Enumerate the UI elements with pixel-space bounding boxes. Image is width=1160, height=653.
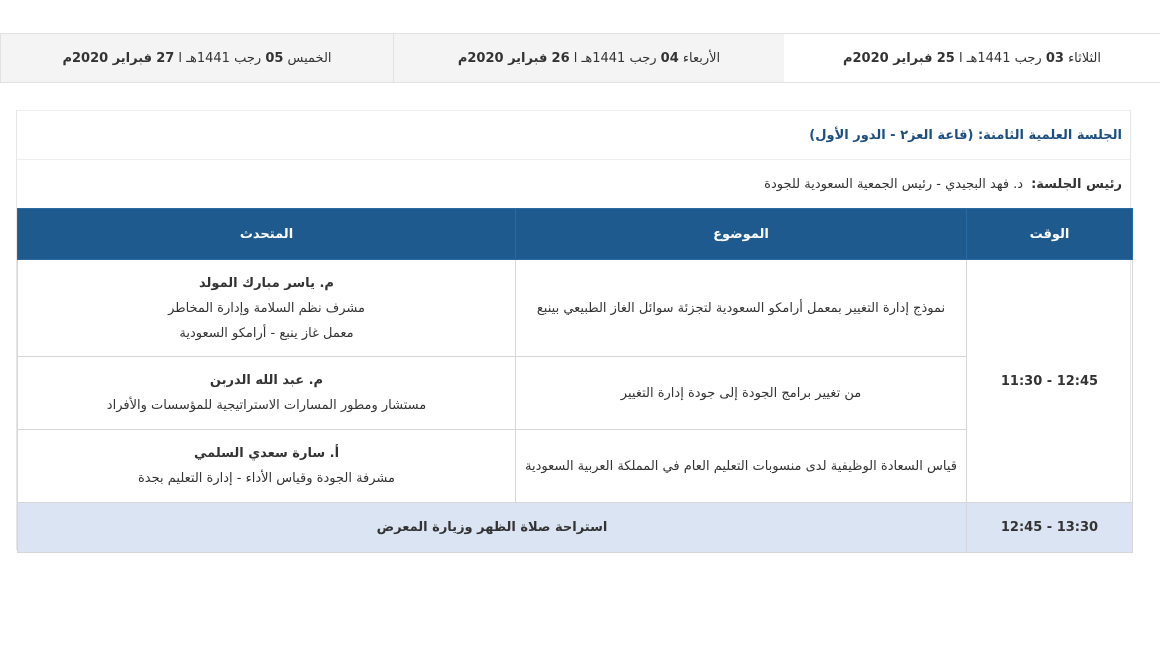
topic-cell: من تغيير برامج الجودة إلى جودة إدارة التغيير bbox=[516, 357, 967, 430]
day-tabs bbox=[0, 33, 1160, 83]
tab-tuesday[interactable] bbox=[784, 34, 1160, 82]
session-panel bbox=[16, 110, 1131, 550]
tab-separator: ا bbox=[573, 50, 578, 66]
tab-greg-month: فبراير 2020م bbox=[842, 50, 933, 66]
table-header-row bbox=[18, 209, 1133, 260]
table-row bbox=[18, 357, 1133, 430]
tab-day-label: الأربعاء bbox=[682, 50, 721, 66]
break-time: 12:45 - 13:30 bbox=[967, 503, 1133, 553]
speaker-cell bbox=[18, 357, 516, 430]
chair-label: رئيس الجلسة: bbox=[1031, 176, 1122, 192]
header-speaker: المتحدث bbox=[18, 209, 516, 260]
tab-thursday[interactable] bbox=[0, 34, 393, 82]
speaker-name: م. عبد الله الدربن bbox=[209, 373, 324, 388]
table-row bbox=[18, 430, 1133, 503]
tab-separator: ا bbox=[958, 50, 963, 66]
tab-hijri-day: 05 bbox=[265, 50, 284, 66]
speaker-name: أ. سارة سعدي السلمي bbox=[193, 446, 340, 461]
tab-day-label: الخميس bbox=[287, 50, 332, 66]
speaker-name: م. ياسر مبارك المولد bbox=[199, 275, 334, 291]
tab-greg-day: 25 bbox=[936, 50, 955, 66]
speaker-role: مشرفة الجودة وقياس الأداء - إدارة التعليم بجدة bbox=[138, 471, 395, 486]
break-row bbox=[18, 503, 1133, 553]
tab-hijri-month: رجب 1441هـ bbox=[581, 50, 657, 66]
slot-time: 11:30 - 12:45 bbox=[967, 260, 1133, 503]
table-row bbox=[18, 260, 1133, 357]
tab-day-label: الثلاثاء bbox=[1068, 50, 1102, 66]
topic-cell: قياس السعادة الوظيفية لدى منسوبات التعليم العام في المملكة العربية السعودية bbox=[516, 430, 967, 503]
tab-hijri-month: رجب 1441هـ bbox=[186, 50, 262, 66]
header-time: الوقت bbox=[967, 209, 1133, 260]
session-chair bbox=[17, 160, 1130, 208]
schedule-table bbox=[17, 208, 1133, 553]
speaker-role: مستشار ومطور المسارات الاستراتيجية للمؤسسات والأفراد bbox=[106, 398, 427, 413]
tab-greg-day: 27 bbox=[156, 50, 175, 66]
chair-value: د. فهد البجيدي - رئيس الجمعية السعودية للجودة bbox=[764, 176, 1024, 192]
speaker-org: معمل غاز ينبع - أرامكو السعودية bbox=[179, 325, 354, 341]
tab-greg-month: فبراير 2020م bbox=[62, 50, 153, 66]
speaker-role: مشرف نظم السلامة وإدارة المخاطر bbox=[168, 300, 365, 316]
session-title: الجلسة العلمية الثامنة: (قاعة العز٢ - الدور الأول) bbox=[17, 110, 1130, 160]
tab-hijri-day: 04 bbox=[660, 50, 679, 66]
tab-greg-day: 26 bbox=[551, 50, 570, 66]
topic-cell: نموذج إدارة التغيير بمعمل أرامكو السعودية لتجزئة سوائل الغاز الطبيعي بينبع bbox=[516, 260, 967, 357]
tab-separator: ا bbox=[178, 50, 183, 66]
tab-greg-month: فبراير 2020م bbox=[457, 50, 548, 66]
header-topic: الموضوع bbox=[516, 209, 967, 260]
speaker-cell bbox=[18, 260, 516, 357]
tab-wednesday[interactable] bbox=[393, 34, 784, 82]
tab-hijri-month: رجب 1441هـ bbox=[966, 50, 1042, 66]
break-label: استراحة صلاة الظهر وزيارة المعرض bbox=[18, 503, 967, 553]
tab-hijri-day: 03 bbox=[1045, 50, 1064, 66]
speaker-cell bbox=[18, 430, 516, 503]
